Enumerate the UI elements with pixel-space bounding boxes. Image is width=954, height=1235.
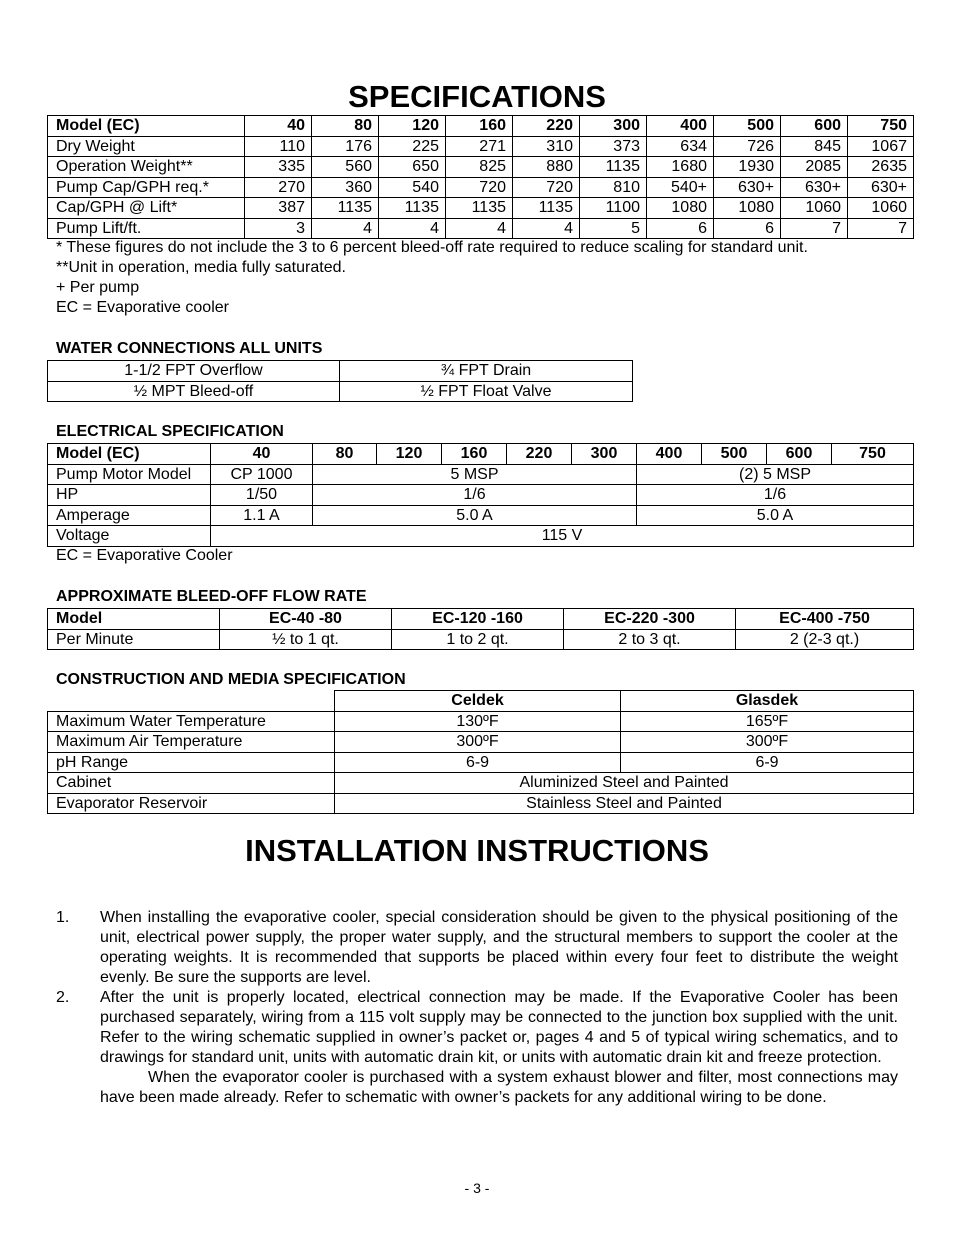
specifications-row	[48, 136, 914, 157]
spec-cell: 310	[513, 136, 580, 157]
bleed-header-model: Model	[48, 609, 220, 630]
spec-cell: 80	[312, 116, 379, 137]
cell-2-5msp: (2) 5 MSP	[637, 464, 914, 485]
cell-5msp: 5 MSP	[313, 464, 637, 485]
installation-steps	[56, 908, 898, 1108]
spec-cell: 1135	[580, 157, 647, 178]
note-operation: **Unit in operation, media fully saturated.	[56, 259, 346, 276]
spec-cell: 271	[446, 136, 513, 157]
spec-cell: 40	[245, 116, 312, 137]
construction-header-glasdek: Glasdek	[621, 691, 914, 712]
water-row	[48, 361, 633, 382]
bleed-header-cell: EC-40 -80	[220, 609, 392, 630]
spec-cell: 4	[446, 218, 513, 239]
spec-cell: 160	[446, 116, 513, 137]
spec-cell: 1060	[781, 198, 848, 219]
note-bleed-off: * These figures do not include the 3 to 6 percent bleed-off rate required to reduce scaling for standard unit.	[56, 239, 808, 256]
water-row	[48, 381, 633, 402]
spec-cell: 4	[312, 218, 379, 239]
spec-cell: 120	[379, 116, 446, 137]
construction-table	[47, 690, 914, 814]
electrical-row-amperage	[48, 505, 914, 526]
spec-cell: 6	[647, 218, 714, 239]
spec-cell: 335	[245, 157, 312, 178]
electrical-title: ELECTRICAL SPECIFICATION	[56, 423, 284, 440]
cell-hp-mid: 1/6	[313, 485, 637, 506]
construction-row-label: Evaporator Reservoir	[48, 793, 335, 814]
spec-cell: 540	[379, 177, 446, 198]
spec-cell: 1067	[848, 136, 914, 157]
spec-cell: 387	[245, 198, 312, 219]
spec-cell: 3	[245, 218, 312, 239]
bleed-off-title: APPROXIMATE BLEED-OFF FLOW RATE	[56, 588, 367, 605]
spec-cell: 270	[245, 177, 312, 198]
spec-cell: 810	[580, 177, 647, 198]
cell-hp-high: 1/6	[637, 485, 914, 506]
electrical-header-cell: 220	[507, 444, 572, 465]
step-text: When installing the evaporative cooler, special consideration should be given to the physical positioning of the unit, electrical power supply, the proper water supply, and the structural members to support the cooler at the operating weights. It is recommended that supports be placed within every four feet to distribute the weight evenly. Be sure the supports are level.	[100, 909, 898, 986]
water-connections-table	[47, 360, 633, 402]
bleed-row	[48, 629, 914, 650]
step-item	[56, 988, 898, 1108]
bleed-off-table	[47, 608, 914, 650]
electrical-row-pump-motor	[48, 464, 914, 485]
cell-cp1000: CP 1000	[211, 464, 313, 485]
construction-cell: 300ºF	[335, 732, 621, 753]
construction-row-label: pH Range	[48, 752, 335, 773]
bleed-cell: 2 to 3 qt.	[564, 629, 736, 650]
construction-row-cabinet	[48, 773, 914, 794]
specifications-row	[48, 218, 914, 239]
spec-cell: 300	[580, 116, 647, 137]
electrical-table	[47, 443, 914, 547]
spec-cell: 6	[714, 218, 781, 239]
spec-cell: 225	[379, 136, 446, 157]
spec-cell: 500	[714, 116, 781, 137]
bleed-header-cell: EC-400 -750	[736, 609, 914, 630]
electrical-header-cell: 600	[767, 444, 832, 465]
spec-cell: 825	[446, 157, 513, 178]
electrical-header-row	[48, 444, 914, 465]
cell-voltage: 115 V	[211, 526, 914, 547]
cell-amp-high: 5.0 A	[637, 505, 914, 526]
step-text-continued: When the evaporator cooler is purchased with a system exhaust blower and filter, most connections may have been made already. Refer to schematic with owner’s packets for any additional wiring to be done.	[100, 1069, 898, 1106]
spec-cell: 360	[312, 177, 379, 198]
electrical-header-cell: 80	[313, 444, 377, 465]
electrical-header-cell: 160	[442, 444, 507, 465]
electrical-header-cell: 300	[572, 444, 637, 465]
construction-header-blank	[48, 691, 335, 712]
construction-cell: 6-9	[621, 752, 914, 773]
spec-cell: 1060	[848, 198, 914, 219]
construction-row-label: Cabinet	[48, 773, 335, 794]
spec-cell: 650	[379, 157, 446, 178]
step-number: 2.	[56, 989, 70, 1006]
construction-cell-reservoir: Stainless Steel and Painted	[335, 793, 914, 814]
row-label: Cap/GPH @ Lift*	[48, 198, 245, 219]
spec-cell: 7	[781, 218, 848, 239]
spec-cell: 1680	[647, 157, 714, 178]
row-label: Amperage	[48, 505, 211, 526]
bleed-row-label: Per Minute	[48, 629, 220, 650]
construction-row-label: Maximum Air Temperature	[48, 732, 335, 753]
spec-cell: 1135	[446, 198, 513, 219]
spec-cell: 4	[379, 218, 446, 239]
electrical-header-label: Model (EC)	[48, 444, 211, 465]
spec-cell: 7	[848, 218, 914, 239]
spec-cell: 1135	[513, 198, 580, 219]
construction-cell: 130ºF	[335, 711, 621, 732]
spec-cell: 2635	[848, 157, 914, 178]
construction-row	[48, 732, 914, 753]
specifications-header-row	[48, 116, 914, 137]
electrical-header-cell: 400	[637, 444, 702, 465]
electrical-header-cell: 500	[702, 444, 767, 465]
specifications-row	[48, 157, 914, 178]
spec-cell: 220	[513, 116, 580, 137]
electrical-row-hp	[48, 485, 914, 506]
spec-cell: 400	[647, 116, 714, 137]
row-label: Pump Cap/GPH req.*	[48, 177, 245, 198]
page-number: - 3 -	[464, 1180, 490, 1196]
spec-cell: 600	[781, 116, 848, 137]
bleed-cell: ½ to 1 qt.	[220, 629, 392, 650]
step-text: After the unit is properly located, electrical connection may be made. If the Evaporative Cooler has been purchased separately, wiring from a 115 volt supply may be connected to the junction box supplied with the unit. Refer to the wiring schematic supplied in owner’s packet or, pages 4 and 5 of typical wiring schematics, and to drawings for standard unit, units with automatic drain kit, or units with automatic drain kit and freeze protection.	[100, 989, 898, 1066]
water-cell: ½ FPT Float Valve	[340, 381, 633, 402]
spec-cell: 560	[312, 157, 379, 178]
spec-cell: 4	[513, 218, 580, 239]
specifications-notes	[56, 238, 808, 318]
spec-cell: 540+	[647, 177, 714, 198]
specifications-table	[47, 115, 914, 239]
spec-cell: 373	[580, 136, 647, 157]
specifications-body	[48, 116, 914, 239]
water-cell: ¾ FPT Drain	[340, 361, 633, 382]
specifications-title: SPECIFICATIONS	[348, 79, 606, 114]
spec-cell: 5	[580, 218, 647, 239]
spec-cell: 110	[245, 136, 312, 157]
construction-cell: 6-9	[335, 752, 621, 773]
bleed-header-row	[48, 609, 914, 630]
row-label: Pump Motor Model	[48, 464, 211, 485]
row-label: Model (EC)	[48, 116, 245, 137]
specifications-row	[48, 198, 914, 219]
spec-cell: 1080	[714, 198, 781, 219]
spec-cell: 630+	[714, 177, 781, 198]
row-label: Dry Weight	[48, 136, 245, 157]
spec-cell: 1930	[714, 157, 781, 178]
bleed-header-cell: EC-120 -160	[392, 609, 564, 630]
row-label: Pump Lift/ft.	[48, 218, 245, 239]
construction-header-row	[48, 691, 914, 712]
water-connections-title: WATER CONNECTIONS ALL UNITS	[56, 340, 323, 357]
spec-cell: 1135	[312, 198, 379, 219]
bleed-header-cell: EC-220 -300	[564, 609, 736, 630]
construction-row-label: Maximum Water Temperature	[48, 711, 335, 732]
water-cell: ½ MPT Bleed-off	[48, 381, 340, 402]
spec-cell: 845	[781, 136, 848, 157]
construction-title: CONSTRUCTION AND MEDIA SPECIFICATION	[56, 671, 406, 688]
cell-hp-40: 1/50	[211, 485, 313, 506]
bleed-cell: 2 (2-3 qt.)	[736, 629, 914, 650]
cell-amp-mid: 5.0 A	[313, 505, 637, 526]
row-label: HP	[48, 485, 211, 506]
construction-row-reservoir	[48, 793, 914, 814]
electrical-row-voltage	[48, 526, 914, 547]
spec-cell: 630+	[781, 177, 848, 198]
electrical-header-cell: 40	[211, 444, 313, 465]
row-label: Voltage	[48, 526, 211, 547]
construction-cell: 300ºF	[621, 732, 914, 753]
spec-cell: 634	[647, 136, 714, 157]
electrical-header-cell: 750	[832, 444, 914, 465]
construction-cell: 165ºF	[621, 711, 914, 732]
construction-row	[48, 752, 914, 773]
construction-cell-cabinet: Aluminized Steel and Painted	[335, 773, 914, 794]
specifications-row	[48, 177, 914, 198]
row-label: Operation Weight**	[48, 157, 245, 178]
spec-cell: 880	[513, 157, 580, 178]
step-number: 1.	[56, 909, 70, 926]
construction-header-celdek: Celdek	[335, 691, 621, 712]
spec-cell: 720	[513, 177, 580, 198]
note-per-pump: + Per pump	[56, 279, 140, 296]
spec-cell: 1100	[580, 198, 647, 219]
spec-cell: 176	[312, 136, 379, 157]
water-cell: 1-1/2 FPT Overflow	[48, 361, 340, 382]
spec-cell: 630+	[848, 177, 914, 198]
spec-cell: 1135	[379, 198, 446, 219]
spec-cell: 2085	[781, 157, 848, 178]
construction-row	[48, 711, 914, 732]
spec-cell: 726	[714, 136, 781, 157]
electrical-header-cell: 120	[377, 444, 442, 465]
cell-amp-40: 1.1 A	[211, 505, 313, 526]
electrical-note: EC = Evaporative Cooler	[56, 547, 233, 564]
step-item	[56, 908, 898, 988]
bleed-cell: 1 to 2 qt.	[392, 629, 564, 650]
spec-cell: 720	[446, 177, 513, 198]
installation-title: INSTALLATION INSTRUCTIONS	[245, 833, 709, 868]
spec-cell: 750	[848, 116, 914, 137]
spec-cell: 1080	[647, 198, 714, 219]
note-ec: EC = Evaporative cooler	[56, 299, 229, 316]
